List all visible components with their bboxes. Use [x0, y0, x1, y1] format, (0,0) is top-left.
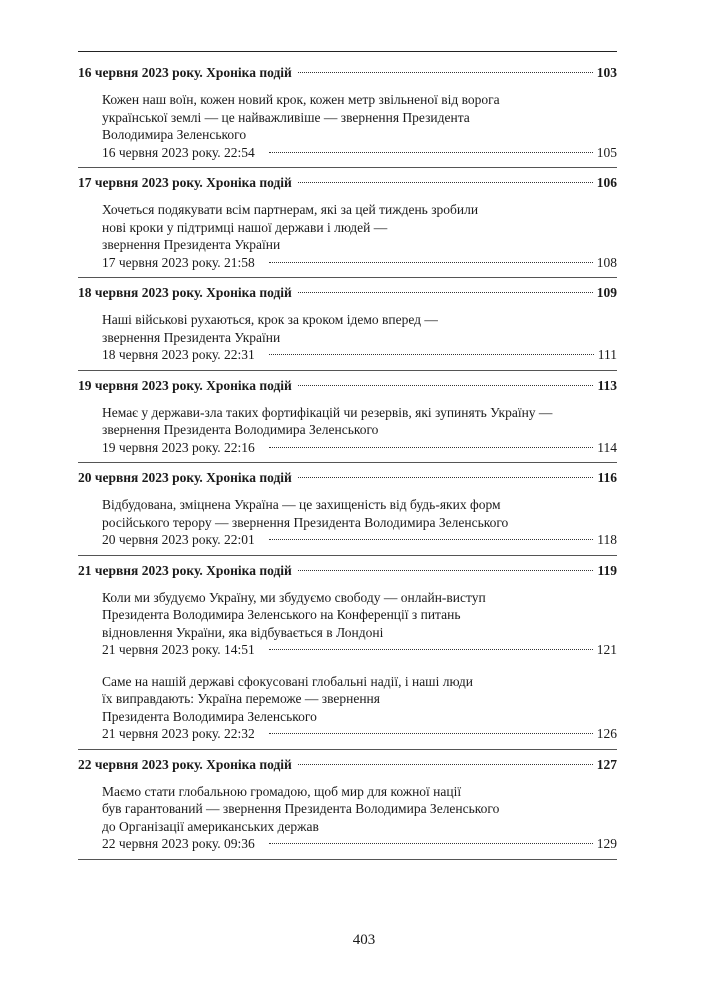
entry-title-line: Маємо стати глобальною громадою, щоб мир для кожної нації: [102, 783, 462, 799]
entry-date: 19 червня 2023 року. 22:16: [102, 439, 255, 455]
toc-entry: [78, 496, 617, 549]
entry-title-line: був гарантований — звернення Президента Володимира Зеленського: [102, 801, 500, 816]
entry-title-line: Відбудована, зміцнена Україна — це захищеність від будь-яких форм: [102, 497, 501, 512]
entry-title-line: звернення Президента Володимира Зеленського: [102, 422, 379, 437]
top-rule: [78, 51, 617, 52]
entry-date: 17 червня 2023 року. 21:58: [102, 254, 255, 270]
section-heading: [78, 560, 617, 582]
dot-leader: [298, 72, 593, 73]
dot-leader: [269, 447, 594, 448]
entry-page-number: 111: [597, 347, 617, 362]
dot-leader: [298, 182, 593, 183]
entry-page-number: 126: [596, 726, 617, 741]
entry-title-line: відновлення України, яка відбувається в Лондоні: [102, 624, 384, 640]
dot-leader: [298, 764, 593, 765]
entry-title-line: до Організації американських держав: [102, 818, 319, 834]
dot-leader: [269, 733, 593, 734]
section-page-number: 116: [597, 470, 617, 485]
entry-date-row: [102, 725, 617, 743]
dot-leader: [269, 354, 594, 355]
section-title: 18 червня 2023 року. Хроніка подій: [78, 285, 292, 300]
entry-page-number: 121: [596, 642, 617, 657]
entry-date: 18 червня 2023 року. 22:31: [102, 347, 255, 362]
toc-entry: [78, 783, 617, 853]
toc-entry: [78, 589, 617, 659]
section-title: 19 червня 2023 року. Хроніка подій: [78, 377, 292, 393]
section-heading: [78, 282, 617, 304]
dot-leader: [269, 262, 593, 263]
page-number: 403: [352, 932, 376, 948]
entry-page-number: 118: [597, 532, 617, 547]
entry-title-line: Наші військові рухаються, крок за кроком ідемо вперед —: [102, 312, 438, 327]
entry-date-row: [102, 835, 617, 853]
entry-date: 16 червня 2023 року. 22:54: [102, 144, 255, 160]
section-heading: [78, 754, 617, 776]
toc-entry: [78, 404, 617, 457]
entry-page-number: 114: [597, 439, 617, 455]
section-divider: [78, 462, 617, 463]
entry-title-line: Президента Володимира Зеленського: [102, 708, 317, 724]
table-of-contents: [78, 62, 617, 864]
section-heading: [78, 62, 617, 84]
entry-title-line: Немає у держави-зла таких фортифікацій чи резервів, які зупинять Україну —: [102, 404, 553, 420]
dot-leader: [269, 649, 593, 650]
section-page-number: 127: [596, 756, 617, 772]
entry-date: 22 червня 2023 року. 09:36: [102, 836, 255, 851]
section-title: 21 червня 2023 року. Хроніка подій: [78, 562, 292, 578]
dot-leader: [298, 292, 593, 293]
section-title: 22 червня 2023 року. Хроніка подій: [78, 756, 292, 772]
entry-page-number: 108: [596, 254, 617, 270]
section-divider: [78, 370, 617, 371]
toc-entry: [78, 91, 617, 161]
entry-date: 21 червня 2023 року. 14:51: [102, 642, 255, 657]
entry-title-line: Коли ми збудуємо Україну, ми збудуємо свободу — онлайн-виступ: [102, 589, 486, 605]
toc-entry: [78, 201, 617, 271]
entry-title-line: Саме на нашій державі сфокусовані глобальні надії, і наші люди: [102, 673, 473, 689]
entry-date-row: [102, 346, 617, 364]
section-title: 16 червня 2023 року. Хроніка подій: [78, 65, 292, 80]
entry-title-line: української землі — це найважливіше — звернення Президента: [102, 109, 470, 125]
dot-leader: [269, 152, 593, 153]
entry-date: 20 червня 2023 року. 22:01: [102, 532, 255, 547]
section-heading: [78, 467, 617, 489]
entry-title-line: російського терору — звернення Президента Володимира Зеленського: [102, 514, 509, 530]
section-divider: [78, 277, 617, 278]
section-divider: [78, 749, 617, 750]
section-divider: [78, 859, 617, 860]
entry-title-line: звернення Президента України: [102, 237, 281, 252]
entry-page-number: 105: [596, 144, 617, 160]
section-page-number: 113: [597, 377, 617, 393]
dot-leader: [298, 570, 594, 571]
entry-title-line: Хочеться подякувати всім партнерам, які за цей тиждень зробили: [102, 202, 479, 217]
toc-entry: [78, 673, 617, 743]
section-page-number: 109: [596, 285, 617, 300]
section-divider: [78, 555, 617, 556]
entry-date-row: [102, 254, 617, 272]
entry-title-line: Володимира Зеленського: [102, 127, 247, 142]
section-heading: [78, 375, 617, 397]
section-page-number: 106: [596, 175, 617, 190]
dot-leader: [269, 539, 594, 540]
dot-leader: [298, 477, 594, 478]
entry-title-line: Кожен наш воїн, кожен новий крок, кожен метр звільненої від ворога: [102, 92, 500, 107]
entry-title-line: Президента Володимира Зеленського на Конференції з питань: [102, 607, 461, 622]
entry-page-number: 129: [596, 836, 617, 851]
section-page-number: 119: [597, 562, 617, 578]
entry-date-row: [102, 439, 617, 457]
section-title: 20 червня 2023 року. Хроніка подій: [78, 470, 292, 485]
dot-leader: [269, 843, 593, 844]
entry-title-line: нові кроки у підтримці нашої держави і людей —: [102, 219, 388, 235]
entry-title-line: звернення Президента України: [102, 329, 281, 345]
entry-date-row: [102, 531, 617, 549]
section-title: 17 червня 2023 року. Хроніка подій: [78, 175, 292, 190]
section-heading: [78, 172, 617, 194]
entry-date-row: [102, 144, 617, 162]
entry-date: 21 червня 2023 року. 22:32: [102, 726, 255, 741]
section-page-number: 103: [596, 65, 617, 80]
toc-entry: [78, 311, 617, 364]
entry-title-line: їх виправдають: Україна переможе — звернення: [102, 691, 380, 706]
dot-leader: [298, 385, 594, 386]
entry-date-row: [102, 641, 617, 659]
section-divider: [78, 167, 617, 168]
